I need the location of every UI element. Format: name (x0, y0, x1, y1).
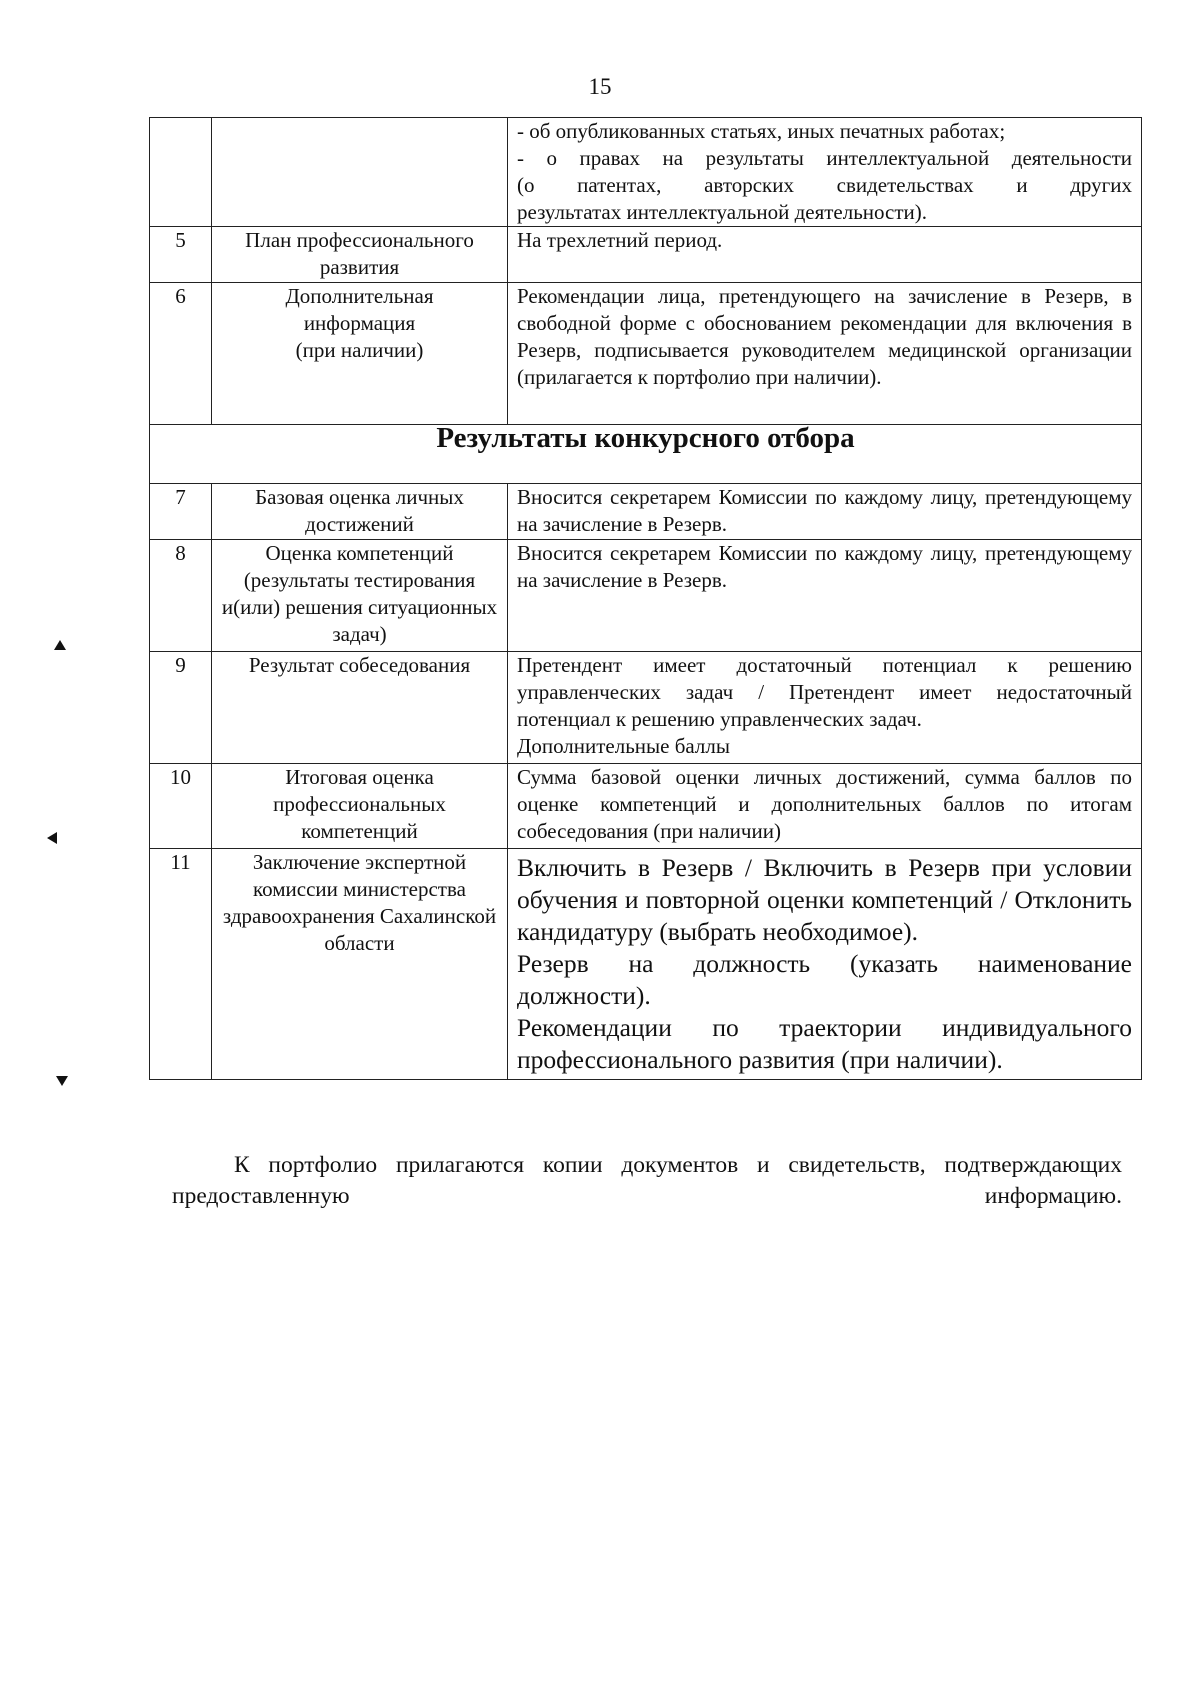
label-line: информация (303, 311, 416, 335)
table-row (150, 484, 1142, 540)
row-label: План профессионального развития (212, 227, 508, 283)
row-label: Заключение экспертной комиссии министерства здравоохранения Сахалинской области (212, 849, 508, 1080)
label-line: профессиональных (273, 792, 446, 816)
scan-mark-icon (56, 1076, 68, 1086)
row-label: Оценка компетенций (результаты тестирования и(или) решения ситуационных задач) (212, 540, 508, 652)
row-number: 9 (150, 652, 212, 764)
footer-paragraph (172, 1150, 1122, 1212)
row-number: 10 (150, 764, 212, 849)
description-line: - об опубликованных статьях, иных печатных работах; (517, 119, 1006, 143)
row-description: Сумма базовой оценки личных достижений, сумма баллов по оценке компетенций и дополнительных баллов по итогам собеседования (при наличии) (508, 764, 1142, 849)
table-row (150, 652, 1142, 764)
label-line: (при наличии) (295, 338, 424, 362)
scan-mark-icon (47, 832, 57, 844)
table-row (150, 764, 1142, 849)
row-description-cell (508, 118, 1142, 227)
description-text: Претендент имеет достаточный потенциал к решению управленческих задач / Претендент имеет недостаточный потенциал к решению управленческих задач. (517, 653, 1132, 731)
table-row (150, 227, 1142, 283)
section-title: Результаты конкурсного отбора (150, 425, 1142, 484)
row-description (508, 652, 1142, 764)
row-description: Рекомендации лица, претендующего на зачисление в Резерв, в свободной форме с обоснованием рекомендации для включения в Резерв, подписывается руководителем медицинской организации (прилагается к портфолио при наличии). (508, 283, 1142, 425)
row-number: 6 (150, 283, 212, 425)
row-label (212, 283, 508, 425)
description-paragraph: Включить в Резерв / Включить в Резерв при условии обучения и повторной оценки компетенций / Отклонить кандидатуру (выбрать необходимое). (517, 853, 1132, 946)
portfolio-table (149, 117, 1142, 1080)
row-number: 7 (150, 484, 212, 540)
row-description (508, 849, 1142, 1080)
row-description: На трехлетний период. (508, 227, 1142, 283)
description-line: - о правах на результаты интеллектуальной деятельности (517, 146, 1132, 170)
row-label-cell (212, 118, 508, 227)
row-number: 5 (150, 227, 212, 283)
scan-mark-icon (54, 640, 66, 650)
table-row (150, 283, 1142, 425)
row-label: Базовая оценка личных достижений (212, 484, 508, 540)
row-number: 8 (150, 540, 212, 652)
description-extra: Дополнительные баллы (517, 734, 730, 758)
label-line: компетенций (301, 819, 418, 843)
section-header-row (150, 425, 1142, 484)
description-paragraph: Рекомендации по траектории индивидуального профессионального развития (при наличии). (517, 1013, 1132, 1074)
description-paragraph: Резерв на должность (указать наименование должности). (517, 949, 1132, 1010)
row-description: Вносится секретарем Комиссии по каждому лицу, претендующему на зачисление в Резерв. (508, 540, 1142, 652)
footer-text: К портфолио прилагаются копии документов и свидетельств, подтверждающих предоставленную информацию. (172, 1152, 1122, 1209)
label-line: Дополнительная (285, 284, 434, 308)
row-label: Результат собеседования (212, 652, 508, 764)
row-description: Вносится секретарем Комиссии по каждому лицу, претендующему на зачисление в Резерв. (508, 484, 1142, 540)
description-line: (о патентах, авторских свидетельствах и других (517, 173, 1132, 197)
page-number: 15 (588, 74, 612, 99)
table-row-continuation (150, 118, 1142, 227)
table-row (150, 849, 1142, 1080)
row-label (212, 764, 508, 849)
description-line: результатах интеллектуальной деятельности). (517, 200, 928, 224)
row-number-cell (150, 118, 212, 227)
label-line: Итоговая оценка (285, 765, 434, 789)
row-number: 11 (150, 849, 212, 1080)
table-row (150, 540, 1142, 652)
